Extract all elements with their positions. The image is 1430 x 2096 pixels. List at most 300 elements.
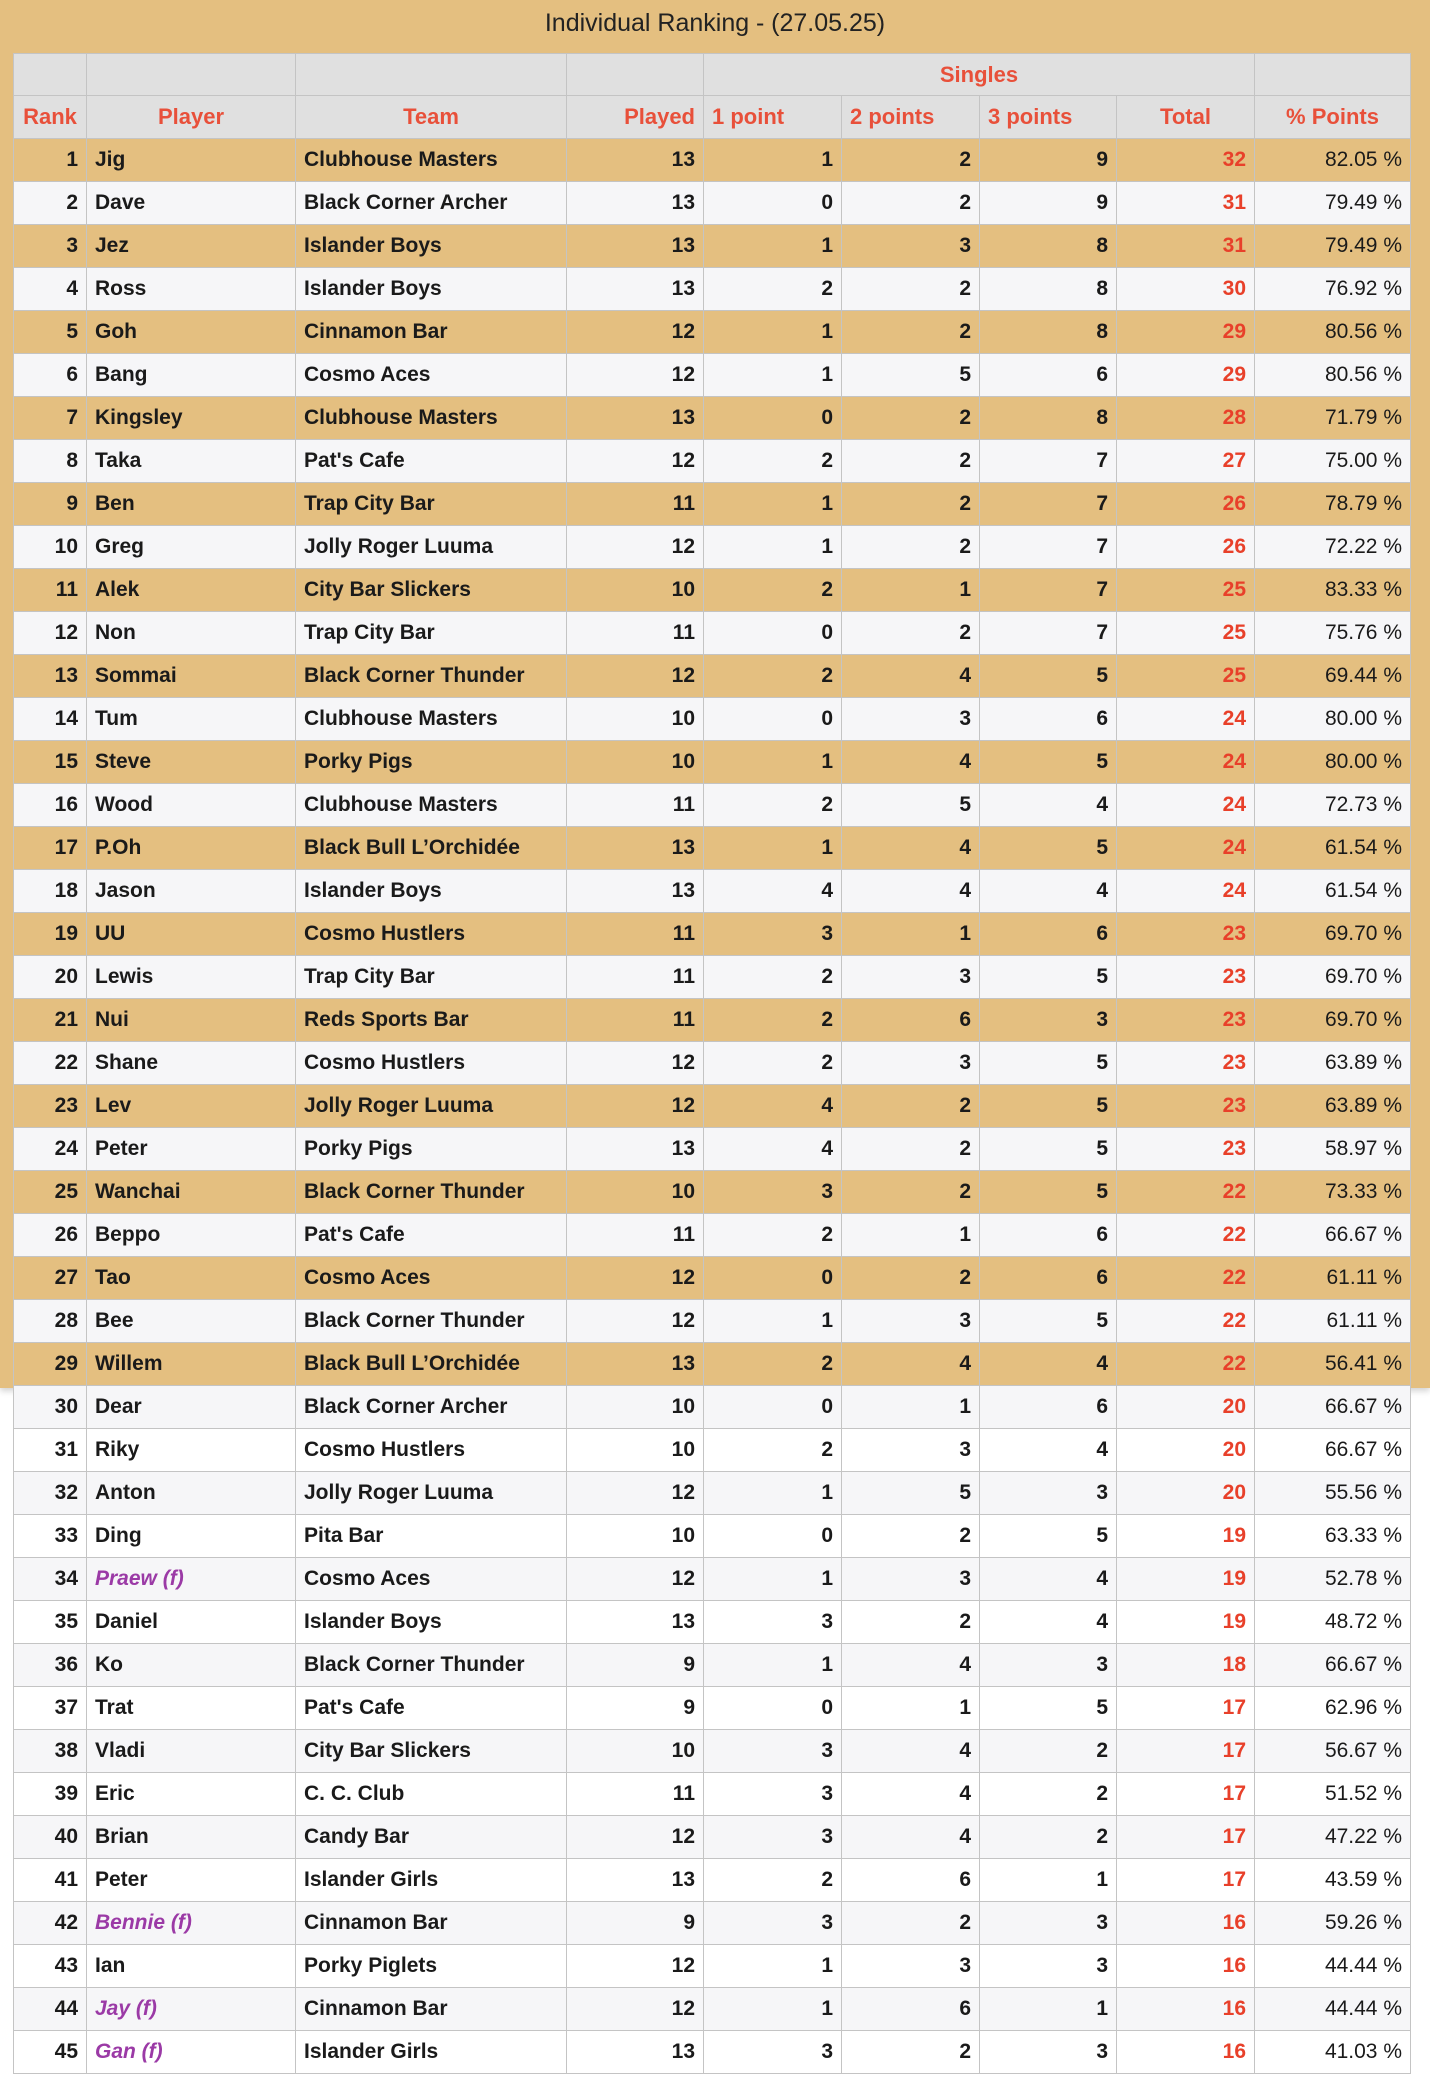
rank-cell: 1 bbox=[14, 139, 87, 182]
rank-cell: 18 bbox=[14, 870, 87, 913]
two-points-cell: 2 bbox=[842, 612, 980, 655]
player-cell: Nui bbox=[87, 999, 296, 1042]
player-cell: Kingsley bbox=[87, 397, 296, 440]
page-title bbox=[0, 0, 1430, 46]
player-cell: Tao bbox=[87, 1257, 296, 1300]
two-points-cell: 2 bbox=[842, 1171, 980, 1214]
pct-points-cell: 69.70 % bbox=[1255, 956, 1411, 999]
rank-cell: 32 bbox=[14, 1472, 87, 1515]
header-blank bbox=[296, 54, 567, 96]
pct-points-cell: 61.54 % bbox=[1255, 870, 1411, 913]
played-cell: 11 bbox=[567, 913, 704, 956]
pct-points-cell: 61.54 % bbox=[1255, 827, 1411, 870]
three-points-cell: 3 bbox=[980, 1902, 1117, 1945]
player-cell: Ross bbox=[87, 268, 296, 311]
player-cell: Jig bbox=[87, 139, 296, 182]
pct-points-cell: 66.67 % bbox=[1255, 1386, 1411, 1429]
pct-points-cell: 63.89 % bbox=[1255, 1085, 1411, 1128]
team-cell: Clubhouse Masters bbox=[296, 784, 567, 827]
two-points-cell: 4 bbox=[842, 1816, 980, 1859]
player-cell: Ding bbox=[87, 1515, 296, 1558]
player-cell: Praew (f) bbox=[87, 1558, 296, 1601]
pct-points-cell: 76.92 % bbox=[1255, 268, 1411, 311]
three-points-cell: 6 bbox=[980, 354, 1117, 397]
team-cell: Trap City Bar bbox=[296, 956, 567, 999]
pct-points-cell: 69.70 % bbox=[1255, 913, 1411, 956]
three-points-cell: 5 bbox=[980, 1515, 1117, 1558]
one-point-cell: 4 bbox=[704, 870, 842, 913]
two-points-cell: 2 bbox=[842, 440, 980, 483]
table-row bbox=[14, 354, 1411, 397]
three-points-cell: 7 bbox=[980, 440, 1117, 483]
three-points-cell: 5 bbox=[980, 655, 1117, 698]
table-row bbox=[14, 1472, 1411, 1515]
two-points-cell: 3 bbox=[842, 1558, 980, 1601]
total-cell: 25 bbox=[1117, 655, 1255, 698]
team-cell: Cosmo Hustlers bbox=[296, 913, 567, 956]
total-cell: 25 bbox=[1117, 612, 1255, 655]
pct-points-cell: 51.52 % bbox=[1255, 1773, 1411, 1816]
pct-points-cell: 66.67 % bbox=[1255, 1429, 1411, 1472]
one-point-cell: 0 bbox=[704, 1687, 842, 1730]
table-row bbox=[14, 698, 1411, 741]
one-point-cell: 2 bbox=[704, 784, 842, 827]
player-cell: Tum bbox=[87, 698, 296, 741]
team-cell: Jolly Roger Luuma bbox=[296, 526, 567, 569]
rank-cell: 36 bbox=[14, 1644, 87, 1687]
table-row bbox=[14, 1300, 1411, 1343]
header-blank bbox=[87, 54, 296, 96]
pct-points-cell: 82.05 % bbox=[1255, 139, 1411, 182]
one-point-cell: 0 bbox=[704, 182, 842, 225]
two-points-cell: 4 bbox=[842, 870, 980, 913]
pct-points-cell: 59.26 % bbox=[1255, 1902, 1411, 1945]
team-cell: Porky Piglets bbox=[296, 1945, 567, 1988]
team-cell: Pat's Cafe bbox=[296, 1687, 567, 1730]
team-cell: Clubhouse Masters bbox=[296, 397, 567, 440]
header-blank bbox=[1255, 54, 1411, 96]
table-row bbox=[14, 526, 1411, 569]
pct-points-cell: 44.44 % bbox=[1255, 1988, 1411, 2031]
rank-cell: 28 bbox=[14, 1300, 87, 1343]
played-cell: 11 bbox=[567, 999, 704, 1042]
two-points-cell: 1 bbox=[842, 913, 980, 956]
table-row bbox=[14, 182, 1411, 225]
team-cell: Islander Boys bbox=[296, 1601, 567, 1644]
pct-points-cell: 71.79 % bbox=[1255, 397, 1411, 440]
player-cell: P.Oh bbox=[87, 827, 296, 870]
rank-cell: 33 bbox=[14, 1515, 87, 1558]
team-cell: Islander Girls bbox=[296, 2031, 567, 2074]
pct-points-cell: 78.79 % bbox=[1255, 483, 1411, 526]
total-cell: 19 bbox=[1117, 1515, 1255, 1558]
pct-points-cell: 61.11 % bbox=[1255, 1300, 1411, 1343]
rank-cell: 23 bbox=[14, 1085, 87, 1128]
one-point-cell: 2 bbox=[704, 1214, 842, 1257]
total-cell: 24 bbox=[1117, 870, 1255, 913]
rank-cell: 29 bbox=[14, 1343, 87, 1386]
team-cell: Reds Sports Bar bbox=[296, 999, 567, 1042]
player-cell: Beppo bbox=[87, 1214, 296, 1257]
three-points-cell: 8 bbox=[980, 225, 1117, 268]
pct-points-cell: 63.89 % bbox=[1255, 1042, 1411, 1085]
team-cell: Clubhouse Masters bbox=[296, 698, 567, 741]
team-cell: Cinnamon Bar bbox=[296, 311, 567, 354]
three-points-cell: 2 bbox=[980, 1816, 1117, 1859]
header-1-point[interactable]: 1 point bbox=[704, 96, 842, 139]
three-points-cell: 4 bbox=[980, 1601, 1117, 1644]
table-row bbox=[14, 1214, 1411, 1257]
two-points-cell: 1 bbox=[842, 1687, 980, 1730]
played-cell: 13 bbox=[567, 1601, 704, 1644]
table-row bbox=[14, 397, 1411, 440]
three-points-cell: 6 bbox=[980, 1257, 1117, 1300]
two-points-cell: 2 bbox=[842, 1515, 980, 1558]
header-team[interactable]: Team bbox=[296, 96, 567, 139]
team-cell: Jolly Roger Luuma bbox=[296, 1085, 567, 1128]
team-cell: Black Bull L’Orchidée bbox=[296, 827, 567, 870]
played-cell: 13 bbox=[567, 1859, 704, 1902]
one-point-cell: 0 bbox=[704, 612, 842, 655]
team-cell: Black Corner Thunder bbox=[296, 1644, 567, 1687]
one-point-cell: 3 bbox=[704, 1902, 842, 1945]
three-points-cell: 4 bbox=[980, 1558, 1117, 1601]
two-points-cell: 2 bbox=[842, 1601, 980, 1644]
three-points-cell: 5 bbox=[980, 741, 1117, 784]
two-points-cell: 4 bbox=[842, 827, 980, 870]
rank-cell: 11 bbox=[14, 569, 87, 612]
team-cell: Islander Boys bbox=[296, 225, 567, 268]
one-point-cell: 2 bbox=[704, 1859, 842, 1902]
one-point-cell: 3 bbox=[704, 1816, 842, 1859]
total-cell: 20 bbox=[1117, 1472, 1255, 1515]
two-points-cell: 2 bbox=[842, 483, 980, 526]
two-points-cell: 2 bbox=[842, 311, 980, 354]
played-cell: 12 bbox=[567, 1257, 704, 1300]
header-total[interactable]: Total bbox=[1117, 96, 1255, 139]
total-cell: 22 bbox=[1117, 1343, 1255, 1386]
total-cell: 31 bbox=[1117, 182, 1255, 225]
table-row bbox=[14, 1902, 1411, 1945]
total-cell: 23 bbox=[1117, 999, 1255, 1042]
one-point-cell: 1 bbox=[704, 139, 842, 182]
played-cell: 12 bbox=[567, 1945, 704, 1988]
header-played[interactable]: Played bbox=[567, 96, 704, 139]
two-points-cell: 5 bbox=[842, 354, 980, 397]
team-cell: Porky Pigs bbox=[296, 741, 567, 784]
total-cell: 28 bbox=[1117, 397, 1255, 440]
one-point-cell: 3 bbox=[704, 1601, 842, 1644]
table-row bbox=[14, 1257, 1411, 1300]
played-cell: 12 bbox=[567, 1042, 704, 1085]
team-cell: City Bar Slickers bbox=[296, 1730, 567, 1773]
one-point-cell: 0 bbox=[704, 1257, 842, 1300]
header-rank[interactable]: Rank bbox=[14, 96, 87, 139]
two-points-cell: 3 bbox=[842, 225, 980, 268]
pct-points-cell: 69.70 % bbox=[1255, 999, 1411, 1042]
rank-cell: 5 bbox=[14, 311, 87, 354]
two-points-cell: 6 bbox=[842, 1859, 980, 1902]
table-row bbox=[14, 956, 1411, 999]
team-cell: Black Corner Archer bbox=[296, 182, 567, 225]
team-cell: Black Corner Archer bbox=[296, 1386, 567, 1429]
three-points-cell: 1 bbox=[980, 1859, 1117, 1902]
title-separator: - bbox=[755, 9, 765, 37]
team-cell: Pat's Cafe bbox=[296, 440, 567, 483]
rank-cell: 39 bbox=[14, 1773, 87, 1816]
played-cell: 12 bbox=[567, 440, 704, 483]
team-cell: Cosmo Aces bbox=[296, 354, 567, 397]
played-cell: 11 bbox=[567, 1214, 704, 1257]
rank-cell: 38 bbox=[14, 1730, 87, 1773]
one-point-cell: 2 bbox=[704, 268, 842, 311]
three-points-cell: 4 bbox=[980, 1343, 1117, 1386]
team-cell: Cosmo Aces bbox=[296, 1558, 567, 1601]
played-cell: 13 bbox=[567, 182, 704, 225]
total-cell: 29 bbox=[1117, 311, 1255, 354]
team-cell: Cosmo Hustlers bbox=[296, 1042, 567, 1085]
rank-cell: 35 bbox=[14, 1601, 87, 1644]
header-row bbox=[14, 96, 1411, 139]
player-cell: Jason bbox=[87, 870, 296, 913]
player-cell: Lev bbox=[87, 1085, 296, 1128]
three-points-cell: 5 bbox=[980, 1042, 1117, 1085]
pct-points-cell: 79.49 % bbox=[1255, 225, 1411, 268]
played-cell: 12 bbox=[567, 526, 704, 569]
one-point-cell: 4 bbox=[704, 1085, 842, 1128]
table-row bbox=[14, 1601, 1411, 1644]
two-points-cell: 1 bbox=[842, 1386, 980, 1429]
one-point-cell: 3 bbox=[704, 1730, 842, 1773]
player-cell: Goh bbox=[87, 311, 296, 354]
rank-cell: 16 bbox=[14, 784, 87, 827]
total-cell: 24 bbox=[1117, 741, 1255, 784]
rank-cell: 25 bbox=[14, 1171, 87, 1214]
table-row bbox=[14, 1171, 1411, 1214]
one-point-cell: 2 bbox=[704, 1429, 842, 1472]
rank-cell: 43 bbox=[14, 1945, 87, 1988]
two-points-cell: 3 bbox=[842, 956, 980, 999]
total-cell: 16 bbox=[1117, 2031, 1255, 2074]
team-cell: Clubhouse Masters bbox=[296, 139, 567, 182]
two-points-cell: 6 bbox=[842, 1988, 980, 2031]
three-points-cell: 4 bbox=[980, 870, 1117, 913]
rank-cell: 14 bbox=[14, 698, 87, 741]
one-point-cell: 3 bbox=[704, 913, 842, 956]
table-row bbox=[14, 612, 1411, 655]
total-cell: 17 bbox=[1117, 1859, 1255, 1902]
player-cell: Bennie (f) bbox=[87, 1902, 296, 1945]
header-group-row bbox=[14, 54, 1411, 96]
one-point-cell: 1 bbox=[704, 311, 842, 354]
two-points-cell: 4 bbox=[842, 1343, 980, 1386]
table-row bbox=[14, 1042, 1411, 1085]
one-point-cell: 1 bbox=[704, 1472, 842, 1515]
played-cell: 9 bbox=[567, 1687, 704, 1730]
rank-cell: 15 bbox=[14, 741, 87, 784]
team-cell: Pat's Cafe bbox=[296, 1214, 567, 1257]
one-point-cell: 1 bbox=[704, 526, 842, 569]
player-cell: Riky bbox=[87, 1429, 296, 1472]
table-row bbox=[14, 1988, 1411, 2031]
one-point-cell: 1 bbox=[704, 483, 842, 526]
three-points-cell: 3 bbox=[980, 1644, 1117, 1687]
three-points-cell: 7 bbox=[980, 526, 1117, 569]
played-cell: 13 bbox=[567, 1128, 704, 1171]
played-cell: 12 bbox=[567, 1300, 704, 1343]
one-point-cell: 2 bbox=[704, 956, 842, 999]
two-points-cell: 1 bbox=[842, 569, 980, 612]
rank-cell: 4 bbox=[14, 268, 87, 311]
one-point-cell: 0 bbox=[704, 1515, 842, 1558]
total-cell: 26 bbox=[1117, 526, 1255, 569]
team-cell: Pita Bar bbox=[296, 1515, 567, 1558]
total-cell: 22 bbox=[1117, 1257, 1255, 1300]
table-row bbox=[14, 870, 1411, 913]
one-point-cell: 2 bbox=[704, 1042, 842, 1085]
rank-cell: 30 bbox=[14, 1386, 87, 1429]
header-pct-points[interactable]: % Points bbox=[1255, 96, 1411, 139]
pct-points-cell: 61.11 % bbox=[1255, 1257, 1411, 1300]
rank-cell: 31 bbox=[14, 1429, 87, 1472]
pct-points-cell: 73.33 % bbox=[1255, 1171, 1411, 1214]
team-cell: Trap City Bar bbox=[296, 483, 567, 526]
table-row bbox=[14, 1085, 1411, 1128]
table-row bbox=[14, 1343, 1411, 1386]
total-cell: 20 bbox=[1117, 1429, 1255, 1472]
one-point-cell: 3 bbox=[704, 1773, 842, 1816]
title-text: Individual Ranking bbox=[544, 9, 750, 37]
pct-points-cell: 80.00 % bbox=[1255, 698, 1411, 741]
two-points-cell: 3 bbox=[842, 1945, 980, 1988]
played-cell: 11 bbox=[567, 956, 704, 999]
player-cell: Peter bbox=[87, 1859, 296, 1902]
total-cell: 24 bbox=[1117, 827, 1255, 870]
rank-cell: 27 bbox=[14, 1257, 87, 1300]
one-point-cell: 1 bbox=[704, 1300, 842, 1343]
player-cell: Dave bbox=[87, 182, 296, 225]
played-cell: 12 bbox=[567, 1988, 704, 2031]
played-cell: 12 bbox=[567, 1816, 704, 1859]
pct-points-cell: 55.56 % bbox=[1255, 1472, 1411, 1515]
table-row bbox=[14, 311, 1411, 354]
total-cell: 30 bbox=[1117, 268, 1255, 311]
one-point-cell: 0 bbox=[704, 1386, 842, 1429]
total-cell: 24 bbox=[1117, 698, 1255, 741]
two-points-cell: 4 bbox=[842, 741, 980, 784]
player-cell: UU bbox=[87, 913, 296, 956]
table-row bbox=[14, 1687, 1411, 1730]
header-3-points[interactable]: 3 points bbox=[980, 96, 1117, 139]
team-cell: Cosmo Aces bbox=[296, 1257, 567, 1300]
played-cell: 10 bbox=[567, 741, 704, 784]
rank-cell: 21 bbox=[14, 999, 87, 1042]
one-point-cell: 1 bbox=[704, 827, 842, 870]
player-cell: Brian bbox=[87, 1816, 296, 1859]
two-points-cell: 5 bbox=[842, 1472, 980, 1515]
played-cell: 9 bbox=[567, 1902, 704, 1945]
one-point-cell: 4 bbox=[704, 1128, 842, 1171]
played-cell: 13 bbox=[567, 225, 704, 268]
player-cell: Trat bbox=[87, 1687, 296, 1730]
rank-cell: 19 bbox=[14, 913, 87, 956]
player-cell: Eric bbox=[87, 1773, 296, 1816]
player-cell: Taka bbox=[87, 440, 296, 483]
rank-cell: 2 bbox=[14, 182, 87, 225]
table-row bbox=[14, 1859, 1411, 1902]
team-cell: Candy Bar bbox=[296, 1816, 567, 1859]
played-cell: 13 bbox=[567, 1343, 704, 1386]
team-cell: Islander Girls bbox=[296, 1859, 567, 1902]
two-points-cell: 2 bbox=[842, 2031, 980, 2074]
total-cell: 20 bbox=[1117, 1386, 1255, 1429]
table-row bbox=[14, 1558, 1411, 1601]
team-cell: Black Corner Thunder bbox=[296, 1300, 567, 1343]
played-cell: 12 bbox=[567, 354, 704, 397]
player-cell: Jez bbox=[87, 225, 296, 268]
three-points-cell: 7 bbox=[980, 612, 1117, 655]
header-2-points[interactable]: 2 points bbox=[842, 96, 980, 139]
played-cell: 11 bbox=[567, 483, 704, 526]
two-points-cell: 4 bbox=[842, 655, 980, 698]
two-points-cell: 4 bbox=[842, 1644, 980, 1687]
total-cell: 29 bbox=[1117, 354, 1255, 397]
played-cell: 13 bbox=[567, 2031, 704, 2074]
total-cell: 19 bbox=[1117, 1558, 1255, 1601]
total-cell: 27 bbox=[1117, 440, 1255, 483]
played-cell: 11 bbox=[567, 784, 704, 827]
total-cell: 31 bbox=[1117, 225, 1255, 268]
player-cell: Steve bbox=[87, 741, 296, 784]
three-points-cell: 6 bbox=[980, 698, 1117, 741]
total-cell: 25 bbox=[1117, 569, 1255, 612]
rank-cell: 17 bbox=[14, 827, 87, 870]
header-player[interactable]: Player bbox=[87, 96, 296, 139]
table-row bbox=[14, 1773, 1411, 1816]
total-cell: 32 bbox=[1117, 139, 1255, 182]
two-points-cell: 2 bbox=[842, 139, 980, 182]
header-blank bbox=[567, 54, 704, 96]
two-points-cell: 6 bbox=[842, 999, 980, 1042]
player-cell: Willem bbox=[87, 1343, 296, 1386]
one-point-cell: 1 bbox=[704, 354, 842, 397]
player-cell: Wanchai bbox=[87, 1171, 296, 1214]
played-cell: 12 bbox=[567, 311, 704, 354]
table-row bbox=[14, 483, 1411, 526]
one-point-cell: 1 bbox=[704, 225, 842, 268]
pct-points-cell: 41.03 % bbox=[1255, 2031, 1411, 2074]
total-cell: 17 bbox=[1117, 1687, 1255, 1730]
total-cell: 18 bbox=[1117, 1644, 1255, 1687]
pct-points-cell: 79.49 % bbox=[1255, 182, 1411, 225]
table-row bbox=[14, 999, 1411, 1042]
table-row bbox=[14, 2031, 1411, 2074]
pct-points-cell: 56.67 % bbox=[1255, 1730, 1411, 1773]
two-points-cell: 2 bbox=[842, 1085, 980, 1128]
player-cell: Ian bbox=[87, 1945, 296, 1988]
two-points-cell: 3 bbox=[842, 1429, 980, 1472]
rank-cell: 13 bbox=[14, 655, 87, 698]
player-cell: Gan (f) bbox=[87, 2031, 296, 2074]
two-points-cell: 2 bbox=[842, 526, 980, 569]
three-points-cell: 5 bbox=[980, 1687, 1117, 1730]
total-cell: 23 bbox=[1117, 913, 1255, 956]
one-point-cell: 0 bbox=[704, 397, 842, 440]
played-cell: 10 bbox=[567, 569, 704, 612]
player-cell: Anton bbox=[87, 1472, 296, 1515]
rank-cell: 45 bbox=[14, 2031, 87, 2074]
rank-cell: 12 bbox=[14, 612, 87, 655]
